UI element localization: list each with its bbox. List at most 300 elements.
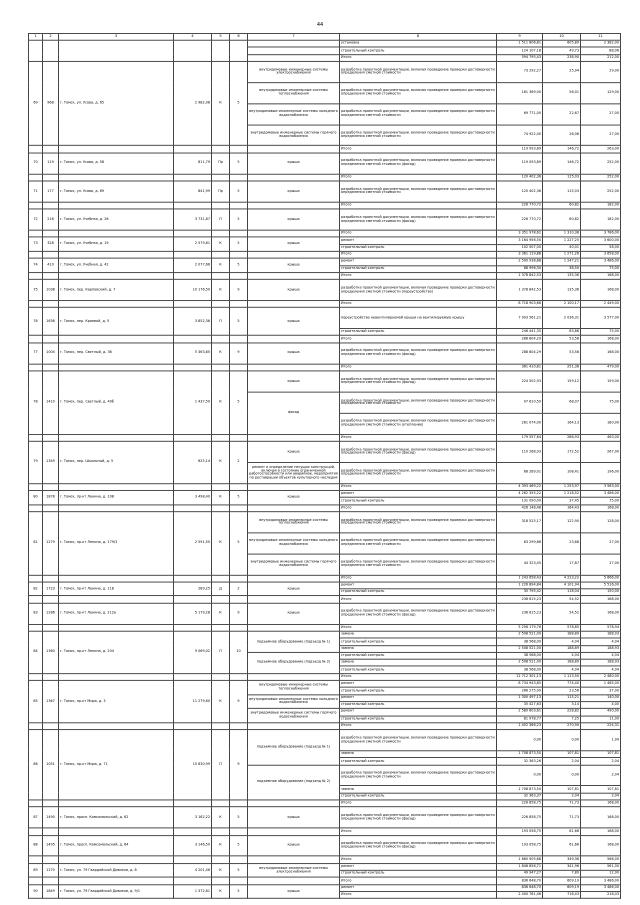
- cost-cell: 288 804,29: [497, 336, 543, 343]
- table-row: [29, 441, 621, 462]
- unit-cost-cell: 2,04: [543, 758, 581, 765]
- address-cell: [59, 828, 174, 835]
- work-type-cell: ремонт: [340, 490, 497, 497]
- building-id-cell: 1279: [43, 512, 59, 575]
- address-cell: г. Томск, пер. Светлый, д. 36: [59, 343, 174, 364]
- floors-cell: [230, 723, 248, 730]
- limit-cost-cell: 1,99: [581, 730, 621, 751]
- floors-cell: 10: [230, 631, 248, 673]
- cost-cell: 179 557,64: [497, 434, 543, 441]
- limit-cost-cell: 88,06: [581, 47, 621, 54]
- material-cell: [212, 723, 230, 730]
- cost-cell: 32 363,37: [497, 793, 543, 800]
- system-cell: [248, 596, 340, 603]
- unit-cost-cell: 115,21: [543, 694, 581, 701]
- limit-cost-cell: 5 516,00: [581, 582, 621, 589]
- work-type-cell: строительный контроль: [340, 589, 497, 596]
- work-type-cell: замена: [340, 631, 497, 638]
- table-row: [29, 723, 621, 730]
- table-row: [29, 251, 621, 258]
- unit-cost-cell: 1 218,52: [543, 490, 581, 497]
- area-cell: 11 279,60: [174, 680, 212, 722]
- table-row: [29, 596, 621, 603]
- work-type-cell: Итого: [340, 483, 497, 490]
- unit-cost-cell: 159,12: [543, 371, 581, 392]
- unit-cost-cell: 23,56: [543, 687, 581, 694]
- unit-cost-cell: 38,50: [543, 265, 581, 272]
- area-cell: [174, 174, 212, 181]
- limit-cost-cell: 267,00: [581, 441, 621, 462]
- area-cell: 5 363,85: [174, 343, 212, 364]
- material-cell: [212, 575, 230, 582]
- column-number: 10: [543, 33, 581, 40]
- unit-cost-cell: 54,52: [543, 596, 581, 603]
- row-number-cell: 86: [29, 730, 43, 800]
- row-number-cell: 81: [29, 512, 43, 575]
- limit-cost-cell: 218,03: [581, 891, 621, 898]
- cost-cell: 12 712 301,13: [497, 673, 543, 680]
- building-id-cell: [43, 251, 59, 258]
- unit-cost-cell: 61,66: [543, 835, 581, 856]
- limit-cost-cell: 2 449,00: [581, 301, 621, 308]
- system-cell: внутридомовые инженерные системы холодного водоснабжения: [248, 104, 340, 125]
- area-cell: 625,14: [174, 441, 212, 483]
- floors-cell: [230, 877, 248, 884]
- work-type-cell: строительный контроль: [340, 687, 497, 694]
- row-number-cell: [29, 434, 43, 441]
- material-cell: [212, 202, 230, 209]
- limit-cost-cell: 561,00: [581, 863, 621, 870]
- address-cell: г. Томск, пр-кт Ленина, д. 204: [59, 631, 174, 673]
- building-id-cell: [43, 800, 59, 807]
- limit-cost-cell: 168,00: [581, 279, 621, 300]
- unit-cost-cell: 4 101,94: [543, 582, 581, 589]
- work-type-cell: ремонт: [340, 237, 497, 244]
- floors-cell: [230, 230, 248, 237]
- system-cell: [248, 505, 340, 512]
- cost-cell: 2 590 938,88: [497, 258, 543, 265]
- table-row: [29, 730, 621, 751]
- cost-cell: 261 074,00: [497, 413, 543, 434]
- floors-cell: 5: [230, 153, 248, 174]
- work-type-cell: строительный контроль: [340, 716, 497, 723]
- system-cell: [248, 877, 340, 884]
- cost-cell: 74 922,00: [497, 125, 543, 146]
- cost-cell: 32 363,26: [497, 758, 543, 765]
- unit-cost-cell: 3,14: [543, 702, 581, 709]
- system-cell: крыша: [248, 308, 340, 336]
- building-id-cell: [43, 301, 59, 308]
- cost-cell: 0,00: [497, 730, 543, 751]
- limit-cost-cell: 29,00: [581, 61, 621, 82]
- address-cell: г. Томск, пр-кт Ленина, д. 179/3: [59, 512, 174, 575]
- floors-cell: [230, 575, 248, 582]
- work-type-cell: строительный контроль: [340, 793, 497, 800]
- material-cell: [212, 251, 230, 258]
- unit-cost-cell: 1 310,38: [543, 230, 581, 237]
- address-cell: г. Томск, ул. Усова, д. 69: [59, 181, 174, 202]
- limit-cost-cell: 168,00: [581, 835, 621, 856]
- material-cell: [212, 505, 230, 512]
- cost-cell: 1 452 366,23: [497, 723, 543, 730]
- system-cell: [248, 575, 340, 582]
- work-type-cell: Итого: [340, 575, 497, 582]
- system-cell: [248, 800, 340, 807]
- area-cell: [174, 673, 212, 680]
- area-cell: [174, 40, 212, 61]
- table-row: [29, 680, 621, 687]
- floors-cell: 9: [230, 279, 248, 300]
- area-cell: 2 579,81: [174, 237, 212, 251]
- row-number-cell: 71: [29, 181, 43, 202]
- work-type-cell: разработка проектной документации, включая проведение проверки достоверности определения сметной стоимости: [340, 533, 497, 554]
- address-cell: г. Томск, ул. 79 Гвардейской Дивизии, д. 8: [59, 863, 174, 877]
- limit-cost-cell: 107,81: [581, 786, 621, 793]
- limit-cost-cell: 37,00: [581, 687, 621, 694]
- cost-cell: 81 978,77: [497, 716, 543, 723]
- unit-cost-cell: 118,04: [543, 589, 581, 596]
- limit-cost-cell: 168,00: [581, 336, 621, 343]
- work-type-cell: строительный контроль: [340, 244, 497, 251]
- unit-cost-cell: 17,87: [543, 554, 581, 575]
- limit-cost-cell: 75,00: [581, 392, 621, 413]
- address-cell: г. Томск, пр-кт Ленина, д. 118: [59, 582, 174, 596]
- limit-cost-cell: 252,00: [581, 153, 621, 174]
- floors-cell: [230, 146, 248, 153]
- row-number-cell: [29, 272, 43, 279]
- floors-cell: [230, 596, 248, 603]
- area-cell: [174, 877, 212, 884]
- unit-cost-cell: 25,94: [543, 61, 581, 82]
- floors-cell: [230, 301, 248, 308]
- cost-cell: 161 369,00: [497, 82, 543, 103]
- building-id-cell: [43, 40, 59, 61]
- row-number-cell: 69: [29, 61, 43, 145]
- material-cell: П: [212, 631, 230, 673]
- limit-cost-cell: 252,00: [581, 174, 621, 181]
- area-cell: [174, 800, 212, 807]
- work-type-cell: разработка проектной документации, включая проведение проверки достоверности определения сметной стоимости: [340, 61, 497, 82]
- unit-cost-cell: 1 271,26: [543, 251, 581, 258]
- floors-cell: 5: [230, 371, 248, 434]
- limit-cost-cell: 58,00: [581, 244, 621, 251]
- column-number: 6: [230, 33, 248, 40]
- address-cell: г. Томск, пр-кт Мира, д. 3: [59, 680, 174, 722]
- area-cell: [174, 483, 212, 490]
- table-row: [29, 279, 621, 300]
- work-type-cell: Итого: [340, 800, 497, 807]
- table-row: [29, 505, 621, 512]
- system-cell: крыша: [248, 237, 340, 251]
- cost-cell: 226 858,75: [497, 800, 543, 807]
- cost-cell: 69 771,00: [497, 104, 543, 125]
- limit-cost-cell: 479,00: [581, 364, 621, 371]
- building-id-cell: [43, 483, 59, 490]
- floors-cell: 5: [230, 863, 248, 877]
- work-type-cell: строительный контроль: [340, 870, 497, 877]
- cost-cell: 236 615,23: [497, 596, 543, 603]
- work-type-cell: разработка проектной документации, включая проведение проверки достоверности определения сметной стоимости: [340, 392, 497, 413]
- material-cell: К: [212, 884, 230, 898]
- system-cell: крыша: [248, 371, 340, 392]
- cost-cell: 44 323,45: [497, 554, 543, 575]
- material-cell: [212, 174, 230, 181]
- material-cell: [212, 596, 230, 603]
- unit-cost-cell: 238,90: [543, 54, 581, 61]
- unit-cost-cell: 7,25: [543, 716, 581, 723]
- table-row: [29, 308, 621, 329]
- work-type-cell: переустройство невентилируемой крыши на вентилируемую крышу: [340, 308, 497, 329]
- area-cell: 289,25: [174, 582, 212, 596]
- address-cell: [59, 146, 174, 153]
- unit-cost-cell: 188,89: [543, 645, 581, 652]
- limit-cost-cell: 3 600,00: [581, 237, 621, 244]
- table-row: [29, 877, 621, 884]
- work-type-cell: Итого: [340, 891, 497, 898]
- floors-cell: [230, 483, 248, 490]
- floors-cell: [230, 174, 248, 181]
- row-number-cell: 88: [29, 835, 43, 856]
- row-number-cell: [29, 336, 43, 343]
- cost-cell: 68 289,01: [497, 462, 543, 483]
- address-cell: г. Томск, просп. Комсомольский, д. 64: [59, 835, 174, 856]
- address-cell: [59, 230, 174, 237]
- system-cell: внутридомовые инженерные системы горячего водоснабжения: [248, 125, 340, 146]
- building-id-cell: 1286: [43, 603, 59, 624]
- material-cell: [212, 828, 230, 835]
- unit-cost-cell: 4 223,22: [543, 575, 581, 582]
- area-cell: 811,79: [174, 153, 212, 174]
- column-number: 9: [497, 33, 543, 40]
- table-row: [29, 364, 621, 371]
- building-id-cell: [43, 364, 59, 371]
- work-type-cell: Итого: [340, 877, 497, 884]
- unit-cost-cell: 341,96: [543, 863, 581, 870]
- building-id-cell: 410: [43, 258, 59, 272]
- cost-cell: 8 718 903,66: [497, 301, 543, 308]
- column-number: 4: [174, 33, 212, 40]
- limit-cost-cell: 168,00: [581, 603, 621, 624]
- area-cell: [174, 856, 212, 863]
- work-type-cell: разработка проектной документации, включая проведение проверки достоверности определения сметной стоимости (фасад): [340, 343, 497, 364]
- unit-cost-cell: 2 036,31: [543, 308, 581, 329]
- address-cell: г. Томск, пр-кт Ленина, д. 108: [59, 490, 174, 504]
- work-type-cell: строительный контроль: [340, 329, 497, 336]
- floors-cell: 5: [230, 308, 248, 336]
- limit-cost-cell: 2,04: [581, 758, 621, 765]
- limit-cost-cell: 3 563,00: [581, 483, 621, 490]
- unit-cost-cell: 22,67: [543, 104, 581, 125]
- area-cell: [174, 251, 212, 258]
- system-cell: [248, 336, 340, 343]
- limit-cost-cell: 263,00: [581, 146, 621, 153]
- system-cell: внутридомовые инженерные системы теплоснабжения: [248, 680, 340, 694]
- limit-cost-cell: 168,00: [581, 343, 621, 364]
- work-type-cell: разработка проектной документации, включая проведение проверки достоверности определения сметной стоимости: [340, 554, 497, 575]
- address-cell: [59, 596, 174, 603]
- building-id-cell: [43, 230, 59, 237]
- system-cell: [248, 251, 340, 258]
- limit-cost-cell: 2 382,00: [581, 40, 621, 47]
- system-cell: крыша: [248, 582, 340, 596]
- unit-cost-cell: 349,36: [543, 856, 581, 863]
- row-number-cell: 89: [29, 863, 43, 877]
- limit-cost-cell: 3 577,00: [581, 308, 621, 329]
- cost-cell: 120 402,36: [497, 174, 543, 181]
- address-cell: [59, 624, 174, 631]
- work-type-cell: разработка проектной документации, включая проведение проверки достоверности определения сметной стоимости: [340, 125, 497, 146]
- row-number-cell: 85: [29, 680, 43, 722]
- limit-cost-cell: 5 666,00: [581, 575, 621, 582]
- building-id-cell: 119: [43, 153, 59, 174]
- limit-cost-cell: 182,00: [581, 209, 621, 230]
- material-cell: [212, 434, 230, 441]
- material-cell: П: [212, 308, 230, 336]
- cost-cell: 1 300 497,13: [497, 694, 543, 701]
- material-cell: Д: [212, 582, 230, 596]
- floors-cell: 5: [230, 835, 248, 856]
- area-cell: 3 146,50: [174, 835, 212, 856]
- material-cell: П: [212, 730, 230, 800]
- table-row: [29, 272, 621, 279]
- area-cell: 2 591,50: [174, 512, 212, 575]
- system-cell: подъемное оборудование (подъезд № 2): [248, 765, 340, 800]
- cost-cell: 1 378 842,53: [497, 272, 543, 279]
- work-type-cell: Итого: [340, 336, 497, 343]
- work-type-cell: замена: [340, 751, 497, 758]
- cost-cell: 193 058,75: [497, 828, 543, 835]
- table-row: [29, 343, 621, 364]
- area-cell: [174, 505, 212, 512]
- building-id-cell: 1849: [43, 884, 59, 898]
- cost-cell: 1 708 873,50: [497, 751, 543, 758]
- area-cell: 2 077,66: [174, 258, 212, 272]
- unit-cost-cell: 251,36: [543, 364, 581, 371]
- system-cell: [248, 624, 340, 631]
- system-cell: крыша: [248, 258, 340, 272]
- limit-cost-cell: 188,93: [581, 645, 621, 652]
- table-row: [29, 800, 621, 807]
- address-cell: [59, 272, 174, 279]
- floors-cell: [230, 434, 248, 441]
- system-cell: внутридомовые инженерные системы электроснабжения: [248, 863, 340, 877]
- system-cell: крыша: [248, 490, 340, 504]
- area-cell: 3 852,36: [174, 308, 212, 336]
- table-row: [29, 807, 621, 828]
- row-number-cell: 76: [29, 308, 43, 336]
- address-cell: [59, 723, 174, 730]
- work-type-cell: строительный контроль: [340, 265, 497, 272]
- system-cell: [248, 146, 340, 153]
- building-id-cell: 177: [43, 181, 59, 202]
- system-cell: [248, 202, 340, 209]
- work-type-cell: Итого: [340, 624, 497, 631]
- floors-cell: [230, 202, 248, 209]
- address-cell: г. Томск, ул. Учебная, д. 42: [59, 258, 174, 272]
- limit-cost-cell: 128,00: [581, 512, 621, 533]
- limit-cost-cell: 212,00: [581, 54, 621, 61]
- cost-cell: 88 996,30: [497, 265, 543, 272]
- address-cell: [59, 856, 174, 863]
- building-id-cell: 1878: [43, 490, 59, 504]
- cost-cell: 1 378 842,53: [497, 279, 543, 300]
- material-cell: [212, 483, 230, 490]
- material-cell: К: [212, 863, 230, 877]
- system-cell: крыша: [248, 209, 340, 230]
- row-number-cell: [29, 301, 43, 308]
- work-type-cell: Итого: [340, 202, 497, 209]
- limit-cost-cell: 2 480,00: [581, 673, 621, 680]
- cost-cell: 266 275,99: [497, 687, 543, 694]
- work-type-cell: Итого: [340, 723, 497, 730]
- table-row: [29, 61, 621, 82]
- material-cell: К: [212, 680, 230, 722]
- material-cell: П: [212, 209, 230, 230]
- cost-cell: 131 090,00: [497, 498, 543, 505]
- table-row: [29, 146, 621, 153]
- address-cell: [59, 434, 174, 441]
- work-type-cell: строительный контроль: [340, 652, 497, 659]
- floors-cell: 5: [230, 807, 248, 828]
- system-cell: крыша: [248, 884, 340, 898]
- unit-cost-cell: 188,89: [543, 631, 581, 638]
- system-cell: крыша: [248, 153, 340, 174]
- area-cell: [174, 434, 212, 441]
- cost-cell: 1 226 894,84: [497, 582, 543, 589]
- unit-cost-cell: 68,07: [543, 392, 581, 413]
- table-row: [29, 202, 621, 209]
- building-id-cell: 968: [43, 61, 59, 145]
- table-row: [29, 863, 621, 870]
- table-row: [29, 181, 621, 202]
- limit-cost-cell: 252,00: [581, 181, 621, 202]
- row-number-cell: [29, 146, 43, 153]
- table-row: [29, 371, 621, 392]
- column-number: 3: [59, 33, 174, 40]
- material-cell: [212, 673, 230, 680]
- floors-cell: [230, 364, 248, 371]
- work-type-cell: Итого: [340, 230, 497, 237]
- area-cell: [174, 596, 212, 603]
- unit-cost-cell: 26,06: [543, 125, 581, 146]
- unit-cost-cell: 188,89: [543, 659, 581, 666]
- building-id-cell: 1410: [43, 371, 59, 434]
- work-type-cell: ремонт: [340, 680, 497, 687]
- floors-cell: 5: [230, 209, 248, 230]
- unit-cost-cell: 54,52: [543, 603, 581, 624]
- table-row: [29, 336, 621, 343]
- limit-cost-cell: 129,00: [581, 82, 621, 103]
- work-type-cell: разработка проектной документации, включая проведение проверки достоверности определения сметной стоимости (фасад): [340, 603, 497, 624]
- cost-cell: 38 568,00: [497, 652, 543, 659]
- row-number-cell: 75: [29, 279, 43, 300]
- area-cell: [174, 624, 212, 631]
- work-type-cell: разработка проектной документации, включая проведение проверки достоверности определения сметной стоимости (фасад): [340, 209, 497, 230]
- address-cell: [59, 301, 174, 308]
- limit-cost-cell: 75,00: [581, 329, 621, 336]
- row-number-cell: 90: [29, 884, 43, 898]
- unit-cost-cell: 172,52: [543, 441, 581, 462]
- address-cell: г. Томск, пр-кт Ленина, д. 212а: [59, 603, 174, 624]
- limit-cost-cell: 188,93: [581, 631, 621, 638]
- building-id-cell: [43, 673, 59, 680]
- material-cell: [212, 856, 230, 863]
- row-number-cell: [29, 483, 43, 490]
- column-number: 5: [212, 33, 230, 40]
- row-number-cell: [29, 800, 43, 807]
- building-id-cell: 1270: [43, 863, 59, 877]
- column-number: 1: [29, 33, 43, 40]
